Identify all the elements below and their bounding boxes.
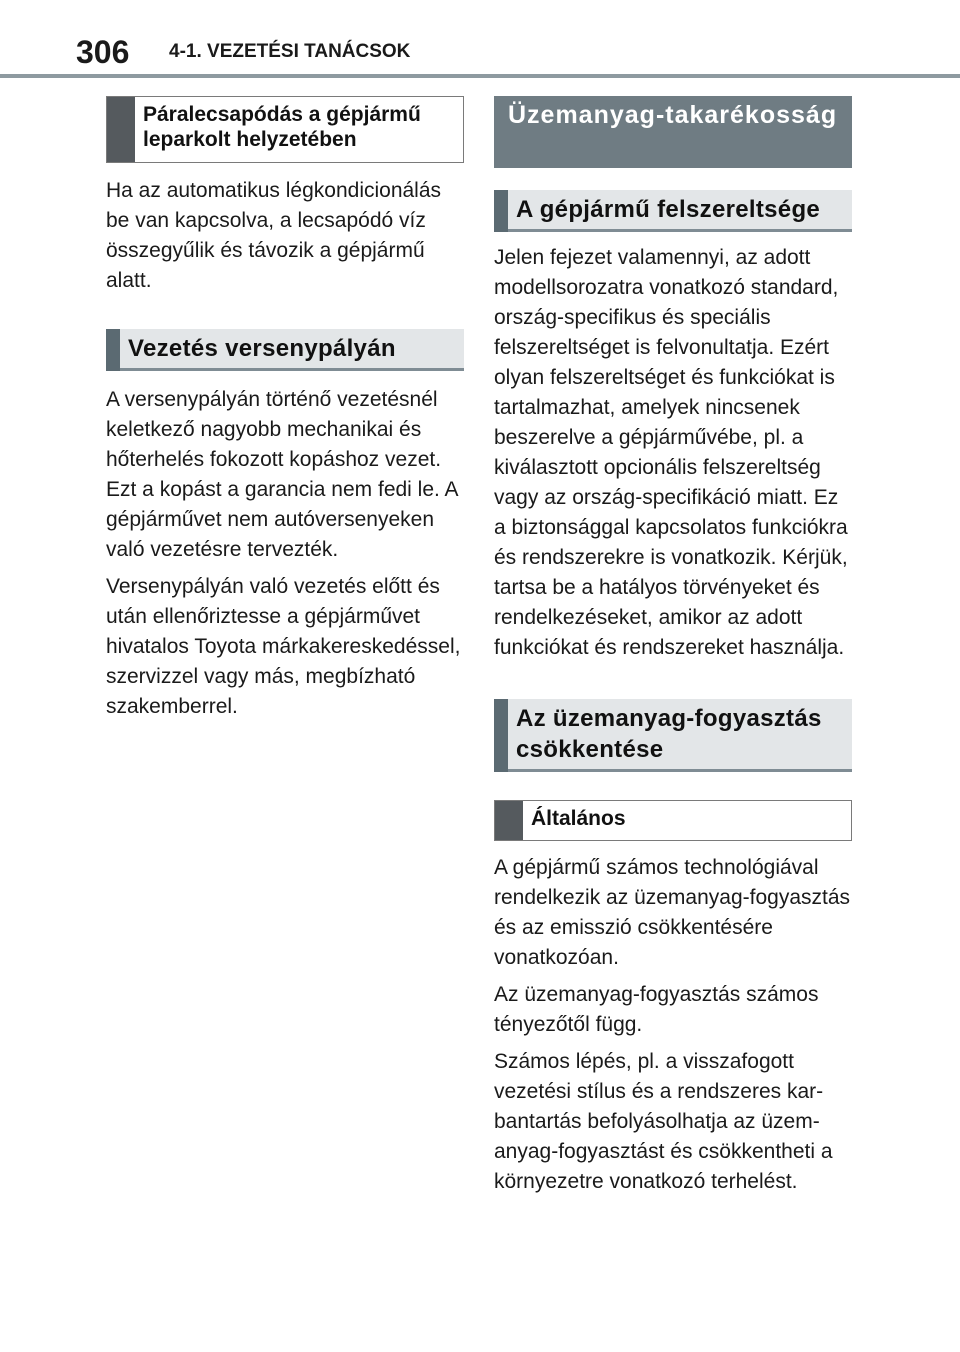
heading-fuel-economy: [494, 96, 852, 168]
paragraph-general-3: Számos lépés, pl. a visszafogott vezetési stílus és a rendszeres karbantartás befolyásolhatja az üzemanyag-fogyasztást és csökkentheti a környezetre vonatkozó terhelést.: [494, 1050, 833, 1193]
heading-equipment-text: A gépjármű felszereltsége: [516, 196, 821, 223]
paragraph-general-1: A gépjármű számos technológiával rendelkezik az üzemanyag-fogyasztás és az emisszió csökkentésére vonatkozóan.: [494, 856, 851, 969]
heading-condensation-text: Páralecsapódás a gépjármű leparkolt helyzetében: [143, 103, 421, 151]
header-rule: [0, 74, 960, 78]
paragraph-racetrack-1: A versenypályán történő vezetésnél keletkező nagyobb mechanikai és hőterhelés fokozott kopáshoz vezet. Ezt a kopást a garancia nem fedi le. A gépjárművet nem autóversenyeken való vezetésre tervezték.: [106, 388, 458, 561]
heading-fuel-reduction-text: Az üzemanyag-fogyasztás csökkentése: [516, 705, 822, 763]
heading-general-text: Általános: [531, 807, 626, 830]
chapter-title: 4-1. VEZETÉSI TANÁCSOK: [169, 41, 411, 62]
paragraph-general-2: Az üzemanyag-fogyasztás számos tényezőtől függ.: [494, 983, 819, 1036]
heading-general: [494, 800, 852, 841]
page-header: [0, 0, 960, 80]
paragraph-racetrack-2: Versenypályán való vezetés előtt és után ellenőriztesse a gépjárművet hivatalos Toyota márkakereskedéssel, szervizzel vagy más, megbízható szakemberrel.: [106, 575, 461, 718]
paragraph-condensation: Ha az automatikus légkondicionálás be van kapcsolva, a lecsapódó víz összegyűlik és távozik a gépjármű alatt.: [106, 179, 442, 292]
heading-condensation: [106, 96, 464, 163]
left-column: [106, 96, 464, 722]
heading-racetrack: [106, 329, 464, 371]
heading-fuel-reduction: [494, 699, 852, 772]
heading-racetrack-text: Vezetés versenypályán: [128, 335, 396, 362]
page-number: 306: [76, 34, 130, 70]
heading-fuel-economy-text: Üzemanyag-takarékosság: [508, 101, 838, 129]
paragraph-equipment: Jelen fejezet valamennyi, az adott modellsorozatra vonatkozó standard, ország-specifikus és speciális felszereltséget is felvonultatja. Ezért olyan felszereltséget és funkciókat is tartalmazhat, amelyek nincsenek beszerelve a gépjárművébe, pl. a kiválasztott opcionális felszereltség vagy az ország-specifikáció miatt. Ez a biztonsággal kapcsolatos funkciókra és rendszerekre is vonatkozik. Kérjük, tartsa be a hatályos törvényeket és rendelkezéseket, amikor az adott funkciókat és rendszereket használja.: [494, 246, 848, 659]
right-column: [494, 96, 852, 1197]
heading-equipment: [494, 190, 852, 232]
